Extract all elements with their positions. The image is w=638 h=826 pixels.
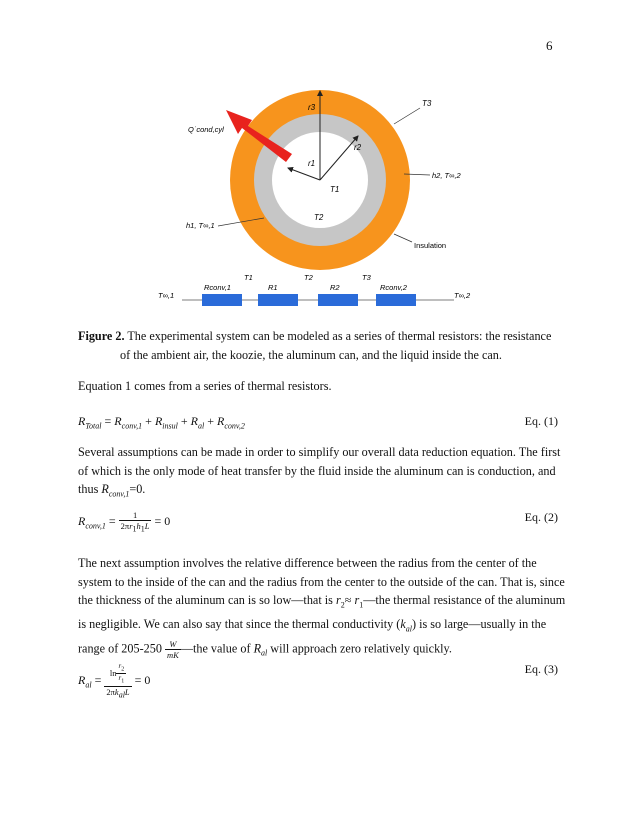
equation-3-number: Eq. (3): [524, 662, 558, 676]
equation-1: $R_{Total} = R_{conv,1} + R_{insul} + R_{al} + R_{conv,2}$ Eq. (1): [78, 414, 558, 431]
node-T3: T3: [362, 273, 371, 282]
resistor-r2: [318, 294, 358, 306]
caption-line1: The experimental system can be modeled as a series of thermal resistors: the resistance: [124, 329, 552, 343]
label-T3: T3: [422, 99, 432, 108]
caption-line2: of the ambient air, the koozie, the aluminum can, and the liquid inside the can.: [120, 348, 502, 362]
label-T1: T1: [330, 185, 340, 194]
circuit-right-end: T∞,2: [454, 291, 471, 300]
paragraph-3: The next assumption involves the relative difference between the radius from the center of the system to the inside of the can and the radius from the center to the outside of the can. That is, since the thickness of the aluminum can is so low—that is $r_2\approx$ $r_1—the$ thermal resistance of the aluminum is negligible. We can also say that since the thermal conductivity $(k_{al})$ is so large—usually in the range of 205-250 $\frac{W}{mK}$ —the value of $R_{al}$ will approach zero relatively quickly.: [78, 556, 566, 660]
label-r3: r3: [308, 103, 316, 112]
paragraph-1: Equation 1 comes from a series of thermal resistors.: [78, 379, 332, 393]
resistor-r1: [258, 294, 298, 306]
caption-label: Figure 2.: [78, 329, 125, 343]
label-rconv2: Rconv,2: [380, 283, 407, 292]
label-r1: r1: [308, 159, 316, 168]
resistor-rconv2: [376, 294, 416, 306]
label-r2: r2: [354, 143, 362, 152]
label-Qcond: Q˙cond,cyl: [188, 125, 224, 134]
label-h2: h2, T∞,2: [432, 171, 461, 180]
equation-1-number: Eq. (1): [524, 414, 558, 428]
equation-2-number: Eq. (2): [524, 510, 558, 524]
label-T2: T2: [314, 213, 324, 222]
paragraph-2: Several assumptions can be made in order to simplify our overall data reduction equation. The first of which is the only mode of heat transfer by the fluid inside the aluminum can is conduction, and thus $R_{conv,1}=0$.: [78, 445, 561, 499]
label-resistor-r1: R1: [268, 283, 278, 292]
equation-2: $R_{conv,1}$ = $\frac{1}{2\pi r_1h_1L}$ = 0 Eq. (2): [78, 510, 558, 534]
node-T2: T2: [304, 273, 313, 282]
thermal-resistance-figure: [158, 84, 488, 314]
node-T1: T1: [244, 273, 253, 282]
figure-caption: [78, 327, 564, 365]
label-resistor-r2: R2: [330, 283, 340, 292]
label-insulation: Insulation: [414, 241, 447, 250]
equation-3: $R_{al}$ = ln $\frac{r_2}{r_1}$ $2\pi k_{al}L$ = 0 Eq. (3): [78, 662, 558, 700]
circuit-left-end: T∞,1: [158, 291, 175, 300]
label-h1: h1, T∞,1: [186, 221, 215, 230]
insulation-leader: [394, 234, 412, 242]
T3-leader: [394, 108, 420, 124]
label-rconv1: Rconv,1: [204, 283, 231, 292]
resistor-rconv1: [202, 294, 242, 306]
page-number: 6: [546, 38, 553, 53]
